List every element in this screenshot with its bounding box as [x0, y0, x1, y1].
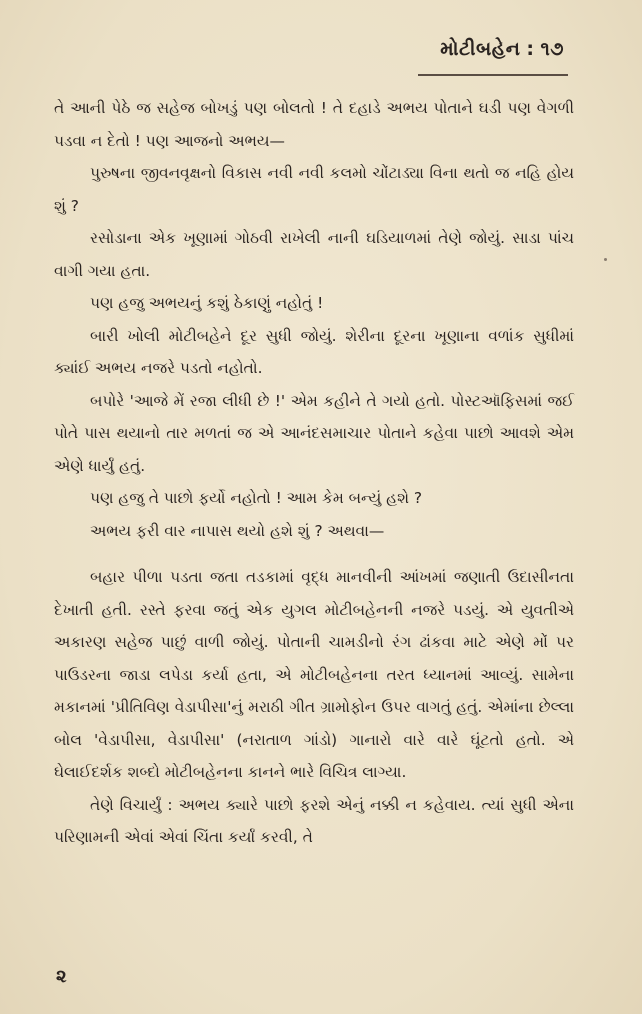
running-header-separator: :	[526, 38, 535, 60]
page-number: ૧૭	[540, 38, 564, 60]
page-body	[54, 92, 574, 854]
paragraph-3: રસોડાના એક ખૂણામાં ગોઠવી રાખેલી નાની ઘડિયાળમાં તેણે જોયું. સાડા પાંચ વાગી ગયા હતા.	[54, 229, 574, 280]
running-header	[440, 38, 564, 60]
header-underline	[418, 74, 568, 76]
paper-speck	[604, 258, 607, 261]
paragraph-4: પણ હજુ અભયનું કશું ઠેકાણું નહોતું !	[90, 294, 324, 312]
paragraph-2: પુરુષના જીવનવૃક્ષનો વિકાસ નવી નવી કલમો ચોંટાડ્યા વિના થતો જ નહિ હોય શું ?	[54, 164, 574, 215]
paragraph-6: બપોરે 'આજે મેં રજા લીધી છે !' એમ કહીને તે ગયો હતો. પોસ્ટઑફિસમાં જઈ પોતે પાસ થયાનો તાર મળતાં જ એ આનંદસમાચાર પોતાને કહેવા પાછો આવશે એમ એણે ધાર્યું હતું.	[54, 391, 574, 475]
signature-mark: ૨	[56, 966, 67, 987]
paragraph-7: પણ હજુ તે પાછો ફર્યો નહોતો ! આમ કેમ બન્યું હશે ?	[90, 489, 423, 507]
running-header-title: મોટીબહેન	[440, 38, 521, 60]
paragraph-8: અભય ફરી વાર નાપાસ થયો હશે શું ? અથવા—	[90, 521, 385, 540]
paragraph-9: બહાર પીળા પડતા જતા તડકામાં વૃદ્ધ માનવીની આંખમાં જણાતી ઉદાસીનતા દેખાતી હતી. રસ્તે ફરવા જતું એક યુગલ મોટીબહેનની નજરે પડયું. એ યુવતીએ અકારણ સહેજ પાછું વાળી જોયું. પોતાની ચામડીનો રંગ ઢાંકવા માટે એણે મોં પર પાઉડરના જાડા લપેડા કર્યા હતા, એ મોટીબહેનના તરત ધ્યાનમાં આવ્યું. સામેના મકાનમાં 'પ્રીતિવિણ વેડાપીસા'નું મરાઠી ગીત ગ્રામોફોન ઉપર વાગતું હતું. એમાંના છેલ્લા બોલ 'વેડાપીસા, વેડાપીસા' (નરાતાળ ગાંડો) ગાનારો વારે વારે ઘૂંટતો હતો. એ ઘેલાઈદર્શક શબ્દો મોટીબહેનના કાનને ભારે વિચિત્ર લાગ્યા.	[54, 568, 574, 781]
paragraph-5: બારી ખોલી મોટીબહેને દૂર સુધી જોયું. શેરીના દૂરના ખૂણાના વળાંક સુધીમાં ક્યાંઈ અભય નજરે પડતો નહોતો.	[54, 326, 574, 377]
paragraph-1: તે આની પેઠે જ સહેજ બોખડું પણ બોલતો ! તે દહાડે અભય પોતાને ઘડી પણ વેગળી પડવા ન દેતો ! પણ આજનો અભય—	[54, 99, 574, 150]
paragraph-10: તેણે વિચાર્યું : અભય ક્યારે પાછો ફરશે એનું નક્કી ન કહેવાય. ત્યાં સુધી એના પરિણામની એવાં એવાં ચિંતા કર્યાં કરવી, તે	[54, 795, 574, 846]
